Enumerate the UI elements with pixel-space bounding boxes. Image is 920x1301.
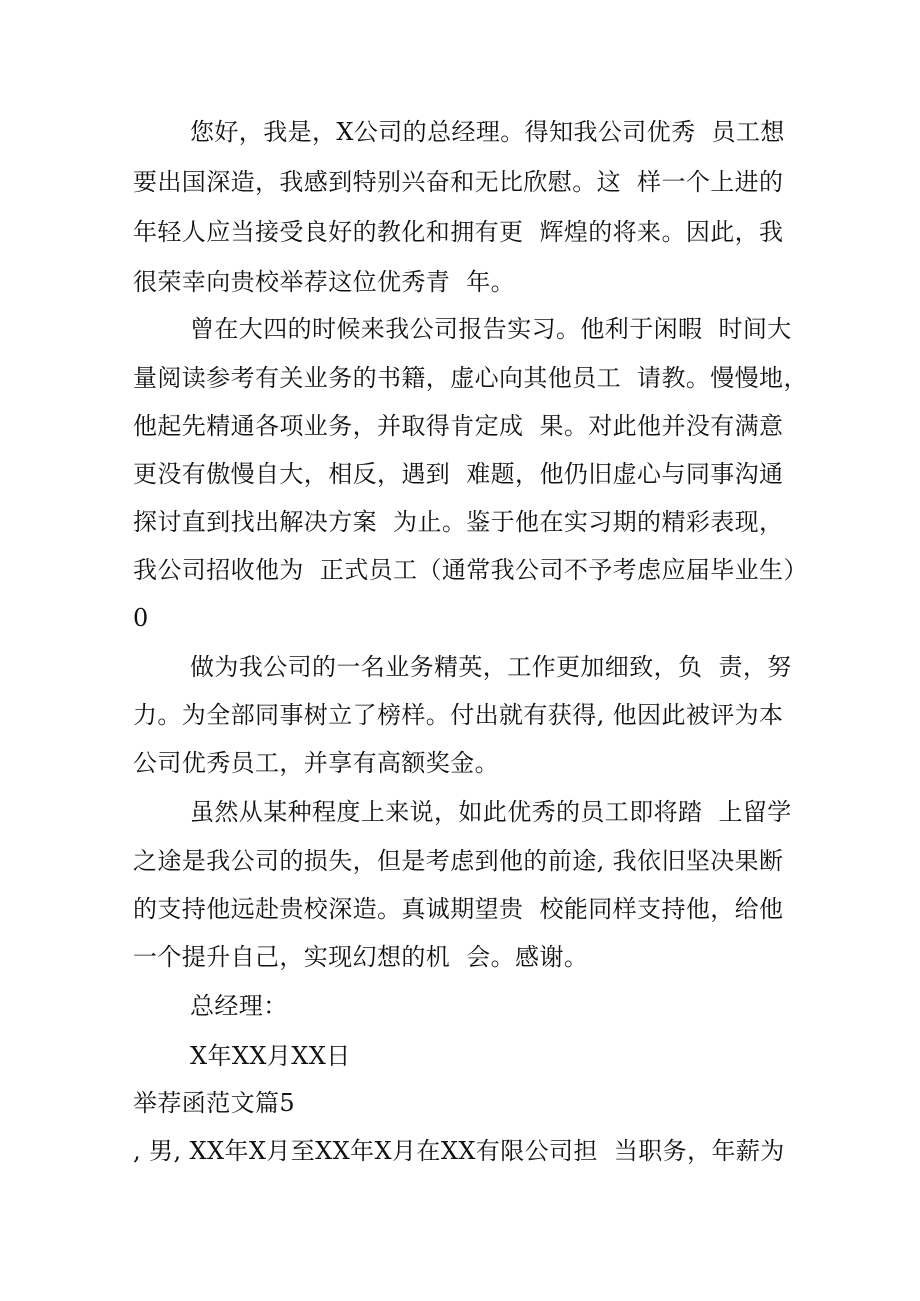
- paragraph-2-line-5: 探讨直到找出解决方案 为止。鉴于他在实习期的精彩表现，: [133, 508, 784, 536]
- paragraph-2-line-7: 0: [133, 604, 149, 632]
- date-line: X年XX月XX日: [190, 1042, 351, 1070]
- paragraph-1-line-1: 您好，我是，X公司的总经理。得知我公司优秀 员工想: [190, 118, 785, 146]
- paragraph-2-line-4: 更没有傲慢自大，相反，遇到 难题，他仍旧虚心与同事沟通: [133, 460, 784, 488]
- paragraph-4-line-3: 的支持他远赴贵校深造。真诚期望贵 校能同样支持他，给他: [133, 895, 784, 923]
- paragraph-2-line-2: 量阅读参考有关业务的书籍，虚心向其他员工 请教。慢慢地，: [133, 364, 808, 392]
- paragraph-1-line-4: 很荣幸向贵校举荐这位优秀青 年。: [133, 268, 516, 296]
- paragraph-3-line-2: 力。为全部同事树立了榜样。付出就有获得, 他因此被评为本: [133, 701, 784, 729]
- paragraph-3-line-3: 公司优秀员工，并享有高额奖金。: [133, 749, 499, 777]
- paragraph-1-line-3: 年轻人应当接受良好的教化和拥有更 辉煌的将来。因此，我: [133, 218, 784, 246]
- section-title: 举荐函范文篇5: [133, 1089, 296, 1117]
- paragraph-2-line-1: 曾在大四的时候来我公司报告实习。他利于闲暇 时间大: [190, 315, 792, 343]
- paragraph-4-line-2: 之途是我公司的损失，但是考虑到他的前途, 我依旧坚决果断: [133, 847, 784, 875]
- paragraph-2-line-6: 我公司招收他为 正式员工（通常我公司不予考虑应届毕业生）: [133, 556, 808, 584]
- paragraph-3-line-1: 做为我公司的一名业务精英，工作更加细致，负 责，努: [190, 653, 792, 681]
- paragraph-1-line-2: 要出国深造，我感到特别兴奋和无比欣慰。这 样一个上进的: [133, 168, 784, 196]
- paragraph-2-line-3: 他起先精通各项业务，并取得肯定成 果。对此他并没有满意: [133, 412, 784, 440]
- paragraph-4-line-4: 一个提升自己，实现幻想的机 会。感谢。: [133, 943, 589, 971]
- paragraph-5-line-1: , 男, XX年X月至XX年X月在XX有限公司担 当职务，年薪为: [133, 1137, 785, 1165]
- paragraph-4-line-1: 虽然从某种程度上来说，如此优秀的员工即将踏 上留学: [190, 798, 792, 826]
- signature-label: 总经理：: [190, 992, 288, 1020]
